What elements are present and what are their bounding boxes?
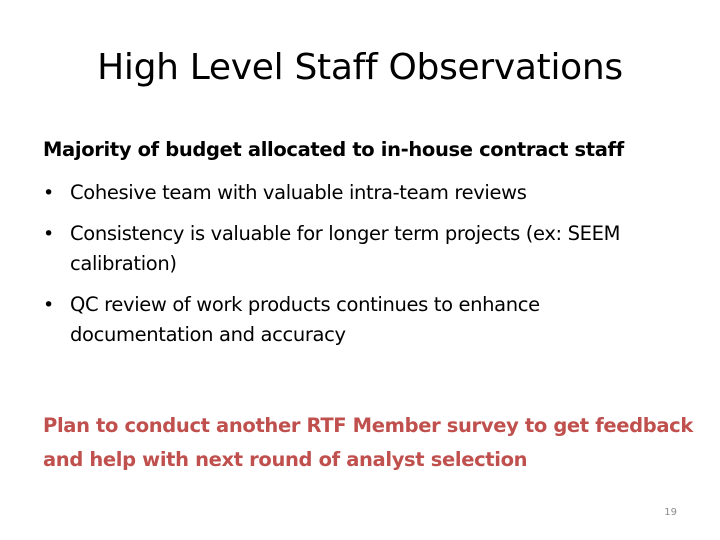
bullet-text: Cohesive team with valuable intra-team reviews (70, 181, 527, 204)
bullet-text: Consistency is valuable for longer term projects (ex: SEEM calibration) (70, 222, 621, 275)
bullet-item (43, 290, 683, 350)
plan-statement: Plan to conduct another RTF Member survey to get feedback and help with next round of analyst selection (43, 414, 693, 471)
bullet-item (43, 178, 683, 208)
bullet-list (43, 178, 683, 361)
section-heading: Majority of budget allocated to in-house contract staff (43, 138, 624, 161)
bullet-dot-icon: • (43, 294, 54, 316)
slide-title: High Level Staff Observations (97, 47, 623, 88)
bullet-dot-icon: • (43, 223, 54, 245)
page-number: 19 (664, 507, 677, 518)
bullet-dot-icon: • (43, 182, 54, 204)
bullet-text: QC review of work products continues to enhance documentation and accuracy (70, 293, 540, 346)
bullet-item (43, 219, 683, 279)
